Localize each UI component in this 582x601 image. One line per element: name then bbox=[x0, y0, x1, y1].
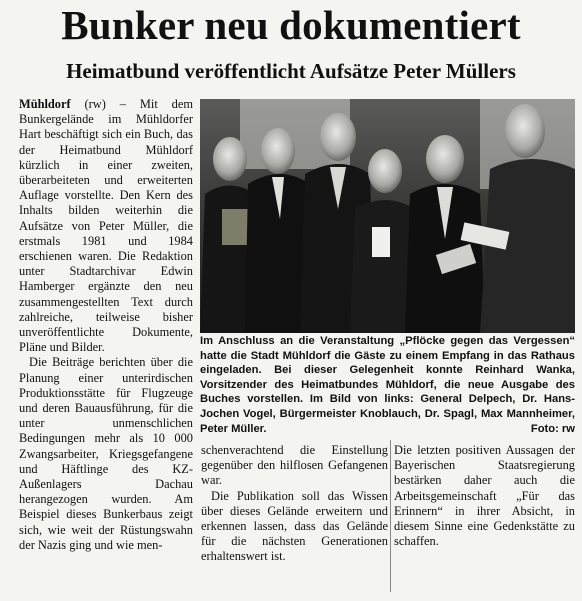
photo-caption-text: Im Anschluss an die Veranstaltung „Pflöcke gegen das Vergessen“ hatte die Stadt Mühldorf die Gäste zu einem Empfang in das Rathaus eingeladen. Bei dieser Gelegenheit konnte Reinhard Wanka, Vorsitzender des Heimatbundes Mühldorf, die neue Ausgabe des Buches vorstellen. Im Bild von links: General Delpech, Dr. Hans-Jochen Vogel, Bürgermeister Knoblauch, Dr. Spagl, Max Mannheimer, Peter Müller. bbox=[200, 335, 575, 435]
paragraph-2: Die Beiträge berichten über die Planung einer unterirdischen Produktionsstätte für Flugzeuge und deren Bauausführung, für die unter unmenschlichen Bedingungen mehr als 10 000 Zwangsarbeiter, Kriegsgefangene und Häftlinge des KZ-Außenlagers Dachau herangezogen wurden. Am Beispiel dieses Bunkerbaus zeigt sich, wie weit der Rüstungswahn der Nazis ging und wie men- bbox=[19, 355, 193, 552]
article-headline: Bunker neu dokumentiert bbox=[61, 2, 521, 48]
dateline: Mühldorf bbox=[19, 97, 71, 111]
group-photo bbox=[200, 99, 575, 333]
paragraph-1-text: Mit dem Bunkergelände im Mühldorfer Hart beschäftigt sich ein Buch, das der Heimatbund Mühldorf kürzlich in einer zweiten, überarbeiteten und erweiterten Auflage vorstellte. Den Kern des Inhalts bilden weiterhin die Aufsätze von Peter Müller, die erstmals 1981 und 1984 erschienen waren. Die Redaktion unter Stadtarchivar Edwin Hamberger ergänzte den neu zusammengestellten Text durch zahlreiche, teilweise bisher unveröffentlichte Dokumente, Pläne und Bilder. bbox=[19, 97, 193, 355]
column-divider bbox=[390, 440, 391, 592]
text-column-3 bbox=[394, 443, 575, 549]
photo-caption bbox=[200, 334, 575, 436]
article-subheadline: Heimatbund veröffentlicht Aufsätze Peter Müllers bbox=[66, 59, 516, 83]
paragraph-4: Die Publikation soll das Wissen über dieses Gelände erweitern und erkennen lassen, dass das Gelände für die nächsten Generationen erhaltenswert ist. bbox=[201, 488, 388, 564]
paragraph-3: schenverachtend die Einstellung gegenüber den hilflosen Gefangenen war. bbox=[201, 443, 388, 488]
photo-credit: Foto: rw bbox=[530, 422, 575, 435]
group-photo-image bbox=[200, 99, 575, 333]
text-column-2 bbox=[201, 443, 388, 565]
paragraph-1 bbox=[19, 97, 193, 355]
paragraph-5: Die letzten positiven Aussagen der Bayerischen Staatsregierung bestärken daher auch die Arbeitsgemeinschaft „Für das Erinnern“ in ihrer Absicht, in diesem Sinne eine Gedenkstätte zu schaffen. bbox=[394, 443, 575, 549]
agency-tag: (rw) – bbox=[70, 97, 140, 111]
text-column-1 bbox=[19, 97, 193, 553]
